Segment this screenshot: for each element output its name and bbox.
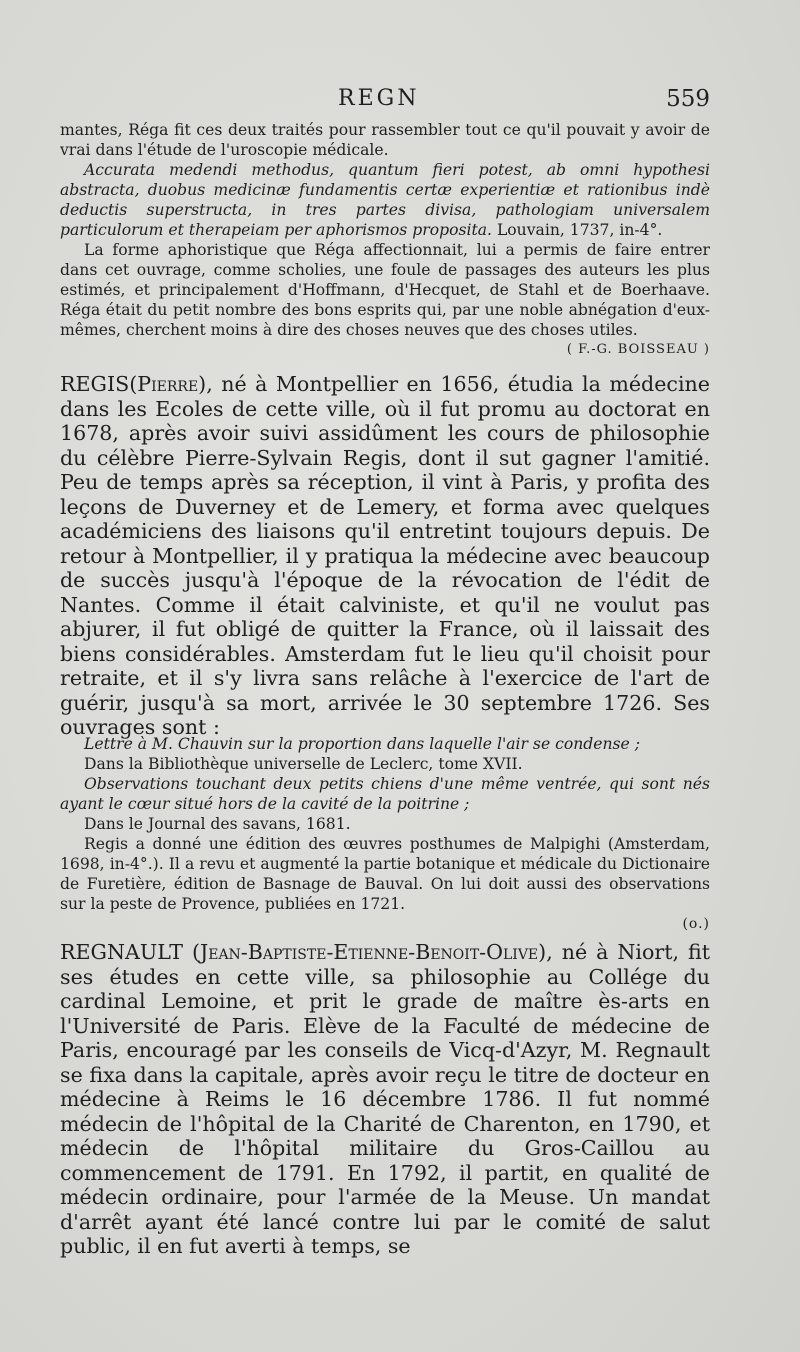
page-header: [60, 86, 710, 116]
regnault-paragraph: [60, 940, 710, 1259]
regis-closing: Regis a donné une édition des œuvres posthumes de Malpighi (Amsterdam, 1698, in-4°.). Il a revu et augmenté la partie botanique et médicale du Dictionaire de Furetière, édition de Basnage de Bauval. On lui doit aussi des observations sur la peste de Provence, publiées en 1721.: [60, 835, 710, 913]
rega-signature: ( F.-G. BOISSEAU ): [566, 342, 710, 357]
regis-paragraph: [60, 372, 710, 740]
regnault-entry: [60, 940, 710, 1259]
rega-text-continuation: mantes, Réga fit ces deux traités pour rassembler tout ce qu'il pouvait y avoir de vrai dans l'étude de l'uroscopie médicale.: [60, 121, 710, 159]
regis-entry: [60, 372, 710, 740]
regis-forename: (Pierre): [129, 372, 207, 396]
rega-entry-end: [60, 120, 710, 360]
regis-work-1-publication: Dans la Bibliothèque universelle de Leclerc, tome XVII.: [84, 755, 523, 773]
rega-work-latin: [60, 160, 710, 240]
regnault-headword: REGNAULT: [60, 940, 183, 964]
regis-work-2-publication: Dans le Journal des savans, 1681.: [84, 815, 351, 833]
regis-work-1-title: Lettre à M. Chauvin sur la proportion dans laquelle l'air se condense ;: [84, 735, 640, 753]
rega-work-title: Accurata medendi methodus, quantum fieri potest, ab omni hypothesi abstracta, duobus medicinæ fundamentis certæ experientiæ et rationibus indè deductis superstructa, in tres partes divisa, pathologiam universalem particulorum et therapeiam per aphorismos proposita.: [60, 161, 710, 239]
regis-body: , né à Montpellier en 1656, étudia la médecine dans les Ecoles de cette ville, où il fut promu au doctorat en 1678, après avoir suivi assidûment les cours de philosophie du célèbre Pierre-Sylvain Regis, dont il sut gagner l'amitié. Peu de temps après sa réception, il vint à Paris, y profita des leçons de Duverney et de Lemery, et forma avec quelques académiciens des liaisons qu'il entretint toujours depuis. De retour à Montpellier, il y pratiqua la médecine avec beaucoup de succès jusqu'à l'époque de la révocation de l'édit de Nantes. Comme il était calviniste, et qu'il ne voulut pas abjurer, il fut obligé de quitter la France, où il laissait des biens considérables. Amsterdam fut le lieu qu'il choisit pour retraite, et il s'y livra sans relâche à l'exercice de l'art de guérir, jusqu'à sa mort, arrivée le 30 septembre 1726. Ses ouvrages sont :: [60, 372, 710, 739]
running-head: REGN: [338, 86, 420, 111]
regnault-forename: (Jean-Baptiste-Etienne-Benoit-Olive): [191, 940, 547, 964]
page-number: 559: [666, 86, 710, 112]
regis-works: [60, 734, 710, 934]
regis-work-2-title: Observations touchant deux petits chiens d'une même ventrée, qui sont nés ayant le cœur situé hors de la cavité de la poitrine ;: [60, 775, 710, 813]
regis-headword: REGIS: [60, 372, 130, 396]
regnault-body: , né à Niort, fit ses études en cette ville, sa philosophie au Collége du cardinal Lemoine, et prit le grade de maître ès-arts en l'Université de Paris. Elève de la Faculté de médecine de Paris, encouragé par les conseils de Vicq-d'Azyr, M. Regnault se fixa dans la capitale, après avoir reçu le titre de docteur en médecine à Reims le 16 décembre 1786. Il fut nommé médecin de l'hôpital de la Charité de Charenton, en 1790, et médecin de l'hôpital militaire du Gros-Caillou au commencement de 1791. En 1792, il partit, en qualité de médecin ordinaire, pour l'armée de la Meuse. Un mandat d'arrêt ayant été lancé contre lui par le comité de salut public, il en fut averti à temps, se: [60, 940, 710, 1258]
rega-work-publication: Louvain, 1737, in-4°.: [491, 221, 663, 239]
regis-signature: (o.): [682, 916, 710, 932]
rega-paragraph-text: La forme aphoristique que Réga affectionnait, lui a permis de faire entrer dans cet ouvrage, comme scholies, une foule de passages des auteurs les plus estimés, et principalement d'Hoffmann, d'Hecquet, de Stahl et de Boerhaave. Réga était du petit nombre des bons esprits qui, par une noble abnégation d'eux-mêmes, cherchent moins à dire des choses neuves que des choses utiles.: [60, 241, 710, 339]
rega-paragraph: [60, 240, 710, 357]
